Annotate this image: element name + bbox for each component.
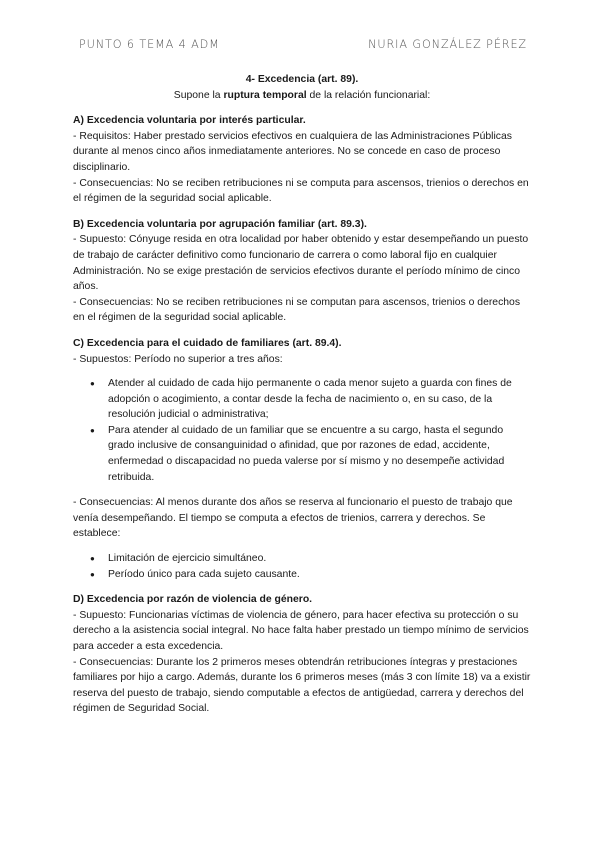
- section-b-paragraph-2: - Consecuencias: No se reciben retribuciones ni se computan para ascensos, trienios o derechos en el régimen de la seguridad social aplicable.: [73, 296, 521, 324]
- section-d-paragraph-2: - Consecuencias: Durante los 2 primeros meses obtendrán retribuciones íntegras y prestaciones familiares por hijo a cargo. Además, durante los 6 primeros meses (más 3 con límite 18) va a existir reserva del puesto de trabajo, siendo computable a efectos de antigüedad, carrera y derechos del régimen de Seguridad Social.: [73, 656, 531, 715]
- header-left-text: PUNTO 6 TEMA 4 ADM: [79, 37, 220, 51]
- document-title: 4- Excedencia (art. 89).: [245, 74, 359, 85]
- subtitle-bold: ruptura temporal: [223, 89, 307, 101]
- section-d: [73, 592, 531, 717]
- section-a-paragraph-1: - Requisitos: Haber prestado servicios efectivos en cualquiera de las Administraciones Públicas durante al menos cinco años inmediatamente anteriores. No se concede en caso de proceso disciplinario.: [73, 130, 512, 173]
- section-b-paragraph-1: - Supuesto: Cónyuge resida en otra localidad por haber obtenido y estar desempeñando un puesto de trabajo de carácter definitivo como funcionario de carrera o como laboral fijo en cualquier Administración. No se exige prestación de servicios efectivos durante el período mínimo de cinco años.: [73, 234, 529, 293]
- section-a-heading: A) Excedencia voluntaria por interés particular.: [73, 115, 306, 127]
- section-c: [73, 336, 531, 582]
- section-a-paragraph-2: - Consecuencias: No se reciben retribuciones ni se computa para ascensos, trienios o derechos en el régimen de la seguridad social aplicable.: [73, 177, 529, 205]
- list-item: ● Período único para cada sujeto causante.: [73, 567, 531, 583]
- page-header: [79, 36, 527, 52]
- subtitle-post: de la relación funcionarial:: [306, 89, 431, 101]
- list-item: ● Atender al cuidado de cada hijo permanente o cada menor sujeto a guarda con fines de adopción o acogimiento, a contar desde la fecha de nacimiento o, en su caso, de la resolución judicial o administrativa;: [73, 376, 531, 423]
- section-c-bullet-list-2: [73, 551, 531, 582]
- document-subtitle: [73, 88, 531, 104]
- subtitle-pre: Supone la: [173, 89, 224, 101]
- section-c-heading: C) Excedencia para el cuidado de familiares (art. 89.4).: [73, 337, 342, 349]
- document-body: [73, 72, 531, 717]
- list-item: ● Limitación de ejercicio simultáneo.: [73, 551, 531, 567]
- list-item: ● Para atender al cuidado de un familiar que se encuentre a su cargo, hasta el segundo grado inclusive de consanguinidad o afinidad, que por razones de edad, accidente, enfermedad o discapacidad no pueda valerse por sí mismo y no desempeñe actividad retribuida.: [73, 423, 531, 485]
- section-c-bullet-list-1: [73, 376, 531, 485]
- section-a: [73, 113, 531, 207]
- section-d-heading: D) Excedencia por razón de violencia de género.: [73, 594, 313, 606]
- header-right-text: NURIA GONZÁLEZ PÉREZ: [368, 37, 527, 51]
- section-c-paragraph-2: - Consecuencias: Al menos durante dos años se reserva al funcionario el puesto de trabajo que venía desempeñando. El tiempo se computa a efectos de trienios, carrera y derechos. Se establece:: [73, 497, 513, 540]
- section-b-heading: B) Excedencia voluntaria por agrupación familiar (art. 89.3).: [73, 218, 367, 230]
- section-d-paragraph-1: - Supuesto: Funcionarias víctimas de violencia de género, para hacer efectiva su protección o su derecho a la asistencia social integral. No hace falta haber prestado un tiempo mínimo de servicios para acceder a esta excedencia.: [73, 609, 529, 652]
- section-b: [73, 217, 531, 326]
- section-c-paragraph-1: - Supuestos: Período no superior a tres años:: [73, 353, 283, 365]
